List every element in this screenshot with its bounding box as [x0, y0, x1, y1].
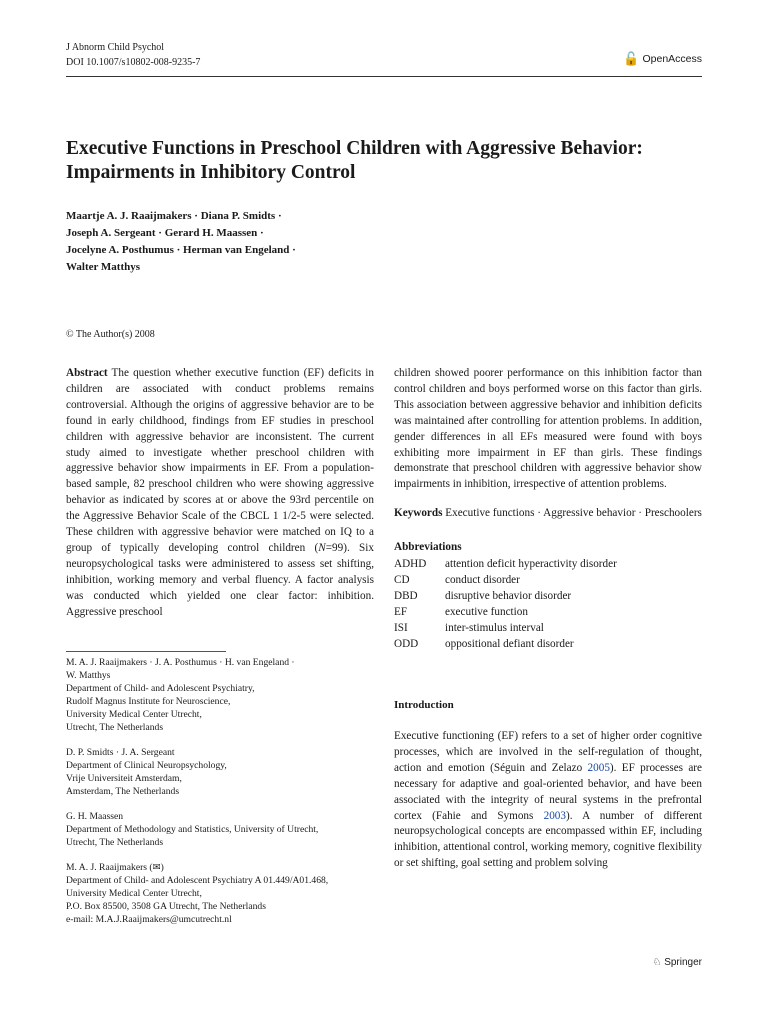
footnote-rule	[66, 651, 226, 652]
affiliation-line: W. Matthys	[66, 670, 111, 681]
abbreviation-row	[394, 588, 702, 604]
publisher-logo	[652, 957, 702, 968]
abbreviation-value: conduct disorder	[445, 574, 520, 587]
keywords-label: Keywords	[394, 507, 443, 520]
affiliation-line: University Medical Center Utrecht,	[66, 709, 202, 720]
affiliation-line: D. P. Smidts · J. A. Sergeant	[66, 747, 175, 758]
journal-meta	[66, 40, 200, 70]
intro-text-part: ). A number of different neuropsychological concepts are encompassed within EF, including inhibition, attentional control, working memory, cognitive flexibility or set shifting, goal setting and problem solving	[394, 809, 703, 870]
abbreviation-key: DBD	[394, 590, 418, 603]
header-rule	[66, 76, 702, 77]
author-list	[66, 208, 296, 276]
affiliation-line: G. H. Maassen	[66, 811, 124, 822]
abstract-text-cont: =99). Six neuropsychological tasks were administered to assess set shifting, inhibition, working memory and verbal fluency. A factor analysis was conducted which yielded one clear factor: inhibition. Aggressive preschool	[66, 541, 374, 618]
affiliation-block	[66, 861, 374, 926]
abbreviation-row	[394, 572, 702, 588]
affiliation-line: University Medical Center Utrecht,	[66, 888, 202, 899]
abbreviation-key: EF	[394, 606, 408, 619]
affiliation-line: Department of Child- and Adolescent Psychiatry,	[66, 683, 255, 694]
doi: DOI 10.1007/s10802-008-9235-7	[66, 57, 201, 68]
author-line: Jocelyne A. Posthumus · Herman van Engeland ·	[66, 244, 296, 256]
affiliation-line: Utrecht, The Netherlands	[66, 837, 164, 848]
intro-text-part: ). EF processes are necessary for adaptive and goal-oriented behavior, and have been associated with the integrity of neural systems in the prefrontal cortex (Fahie and Symons	[394, 761, 703, 822]
abbreviation-key: CD	[394, 574, 410, 587]
abstract	[66, 366, 374, 621]
affiliation-line: Department of Methodology and Statistics, University of Utrecht,	[66, 824, 319, 835]
affiliations	[66, 656, 374, 938]
citation-link[interactable]: 2005	[587, 761, 610, 774]
affiliation-block	[66, 746, 374, 798]
author-line: Walter Matthys	[66, 261, 141, 273]
citation-link[interactable]: 2003	[543, 809, 566, 822]
affiliation-line: Department of Child- and Adolescent Psychiatry A 01.449/A01.468,	[66, 875, 329, 886]
left-column	[66, 366, 374, 621]
n-symbol: N	[318, 541, 326, 554]
abbreviation-key: ADHD	[394, 558, 427, 571]
journal-name: J Abnorm Child Psychol	[66, 42, 165, 53]
abbreviation-key: ISI	[394, 622, 408, 635]
open-access-label: OpenAccess	[642, 53, 702, 65]
author-line: Joseph A. Sergeant · Gerard H. Maassen ·	[66, 227, 264, 239]
abbreviation-row	[394, 620, 702, 636]
email-link[interactable]: e-mail: M.A.J.Raaijmakers@umcutrecht.nl	[66, 914, 232, 925]
abbreviation-value: oppositional defiant disorder	[445, 638, 574, 651]
intro-text-part: Executive functioning (EF) refers to a set of higher order cognitive processes, which are involved in the self-regulation of thought, action and emotion (Séguin and Zelazo	[394, 729, 702, 774]
affiliation-line: Utrecht, The Netherlands	[66, 722, 164, 733]
affiliation-block	[66, 656, 374, 734]
abstract-text: The question whether executive function (EF) deficits in children are associated with conduct problems remains controversial. Although the origins of aggressive behavior are to be found in early childhood, findings from EF studies in preschool children with aggressive behavior are inconsistent. The current study aimed to investigate whether preschool children with aggressive behavior show impairments in EF. From a population-based sample, 82 preschool children who were showing aggressive behavior as indicated by scores at or above the 93rd percentile on the Aggressive Behavior Scale of the CBCL 1 1/2-5 were selected. These children with aggressive behavior were matched on IQ to a group of typically developing control children (	[66, 367, 374, 554]
introduction-text	[394, 729, 702, 872]
affiliation-line: Department of Clinical Neuropsychology,	[66, 760, 227, 771]
abstract-continued: children showed poorer performance on this inhibition factor than control children and boys performed worse on this factor than girls. This association between aggressive behavior and inhibition deficits was maintained after controlling for attention problems. In addition, gender differences in all EFs measured were found with boys exhibiting more impairment in EF than girls. These findings demonstrate that preschool children with aggressive behavior show impairments in inhibition, irrespective of attention problems.	[394, 367, 702, 491]
affiliation-block	[66, 810, 374, 849]
abbreviation-list	[394, 556, 702, 652]
right-column	[394, 366, 702, 872]
affiliation-line: Amsterdam, The Netherlands	[66, 786, 180, 797]
open-access-icon: 🔓	[623, 51, 640, 66]
affiliation-line: M. A. J. Raaijmakers · J. A. Posthumus · H. van Engeland ·	[66, 657, 295, 668]
abstract-label: Abstract	[66, 367, 108, 379]
abbreviation-value: executive function	[445, 606, 528, 619]
abbreviations-heading: Abbreviations	[394, 541, 462, 554]
abbreviation-key: ODD	[394, 638, 419, 651]
abbreviation-value: inter-stimulus interval	[445, 622, 544, 635]
affiliation-line: M. A. J. Raaijmakers (✉)	[66, 862, 164, 873]
springer-horse-icon: ♘	[652, 957, 662, 968]
article-title: Executive Functions in Preschool Children with Aggressive Behavior: Impairments in Inhibitory Control	[66, 138, 643, 183]
keywords-text: Executive functions · Aggressive behavior · Preschoolers	[442, 507, 702, 520]
abbreviation-row	[394, 636, 702, 652]
copyright-notice: © The Author(s) 2008	[66, 329, 155, 340]
author-line: Maartje A. J. Raaijmakers · Diana P. Smidts ·	[66, 210, 282, 222]
abbreviation-value: disruptive behavior disorder	[445, 590, 572, 603]
abbreviation-row	[394, 556, 702, 572]
abbreviation-value: attention deficit hyperactivity disorder	[445, 558, 617, 571]
introduction-heading: Introduction	[394, 699, 454, 712]
abbreviation-row	[394, 604, 702, 620]
affiliation-line: Rudolf Magnus Institute for Neuroscience,	[66, 696, 231, 707]
affiliation-line: P.O. Box 85500, 3508 GA Utrecht, The Netherlands	[66, 901, 266, 912]
open-access-badge	[623, 51, 702, 67]
affiliation-line: Vrije Universiteit Amsterdam,	[66, 773, 182, 784]
publisher-name: Springer	[664, 957, 702, 968]
keywords	[394, 506, 702, 522]
